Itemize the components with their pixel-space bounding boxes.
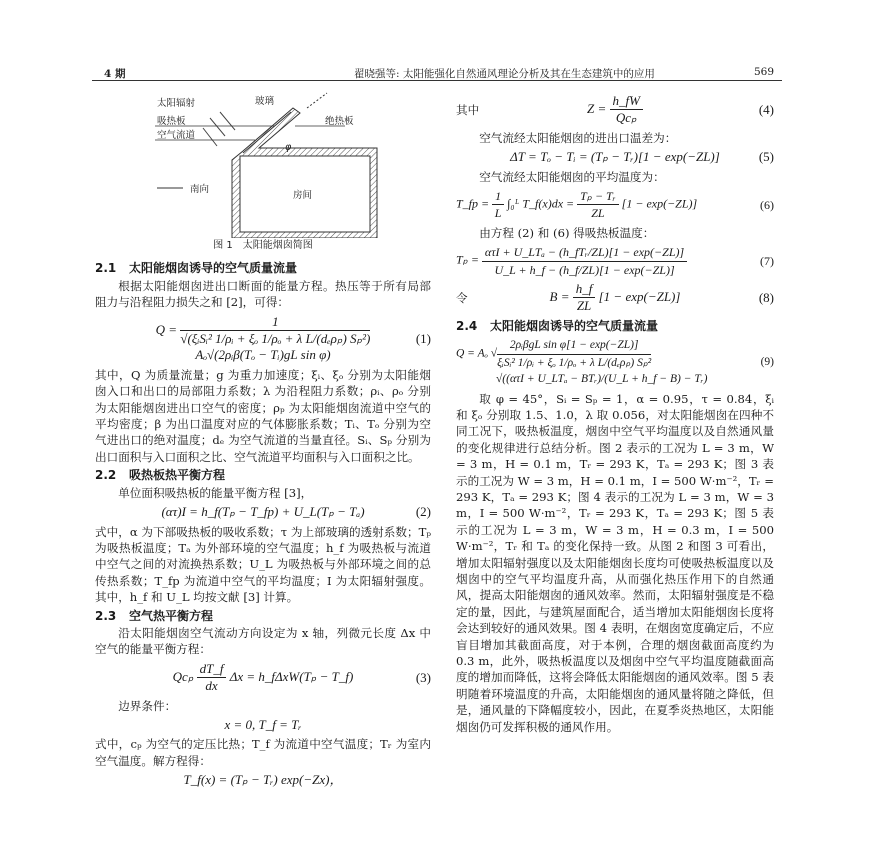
paragraph: 边界条件： — [118, 698, 177, 713]
boundary-condition: x = 0, T_f = Tᵣ — [224, 716, 302, 732]
figure-1-solar-chimney — [95, 88, 431, 238]
paragraph: 空气流经太阳能烟囱的进出口温差为： — [479, 130, 677, 145]
label-glass: 玻璃 — [255, 96, 275, 107]
label-solar-radiation: 太阳辐射 — [157, 98, 196, 109]
paragraph: 单位面积吸热板的能量平衡方程 [3]， — [118, 485, 313, 500]
label-air-channel: 空气流道 — [157, 130, 196, 141]
paragraph: 式中，cₚ 为空气的定压比热；T_f 为流道中空气温度；Tᵣ 为室内空气温度。解方程得： — [95, 737, 431, 768]
equation-8: 令 B = $\frac{h\_f}{ZL}$ [1 − exp(−ZL)] (8) — [456, 281, 774, 314]
solar-chimney-diagram — [95, 88, 431, 238]
paragraph: 取 φ = 45°，Sᵢ = Sₚ = 1，α = 0.95，τ = 0.84，ξᵢ 和 ξₒ 分别取 1.5、1.0，λ 取 0.056，对太阳能烟囱在四种不同工况下，吸热板温度，烟囱中空气平均温度以及自然通风量的变化规律进行总结分析。图 2 表示的工况为 L = 3 m，W = 3 m，H = 0.1 m，Tᵣ = 293 K，Tₐ = 293 K；图 3 表示的工况为 W = 3 m，H = 0.1 m，I = 500 W·m⁻²，Tᵣ = 293 K，Tₐ = 293 K；图 4 表示的工况为 L = 3 m，W = 3 m，I = 500 W·m⁻²，Tᵣ = 293 K，Tₐ = 293 K；图 5 表示的工况为 L = 3 m，W = 3 m，H = 0.3 m，I = 500 W·m⁻²，Tᵣ 和 Tₐ 的变化保持一致。从图 2 和图 3 可看出，增加太阳辐射强度以及太阳能烟囱长度均可使吸热板温度以及烟囱中的空气平均温度升高，从而强化热压作用下的自然通风，提高太阳能烟囱的通风效率。然而，太阳辐射强度是不稳定的量，因此，与建筑屋面配合，适当增加太阳能烟囱长度将会达到较好的通风效果。图 4 表明，在烟囱宽度确定后，不应盲目增加其截面高度，对于本例，合理的烟囱截面高度约为 0.3 m，此外，吸热板温度以及烟囱中空气平均温度随截面高度的增加而降低，这将会降低太阳能烟囱的通风效率。图 5 表明随着环境温度的升高，太阳能烟囱的通风量将随之降低，但是，通风量的下降幅度较小，因此，在夏季炎热地区，太阳能烟囱仍可发挥积极的通风作用。 — [456, 391, 774, 734]
equation-6: T_fp = $\frac{1}{L}$ ∫₀ᴸ T_f(x)dx = $\frac{\text{Tₚ − Tᵣ}}{ZL}$ [1 − exp(−ZL)] (6) — [456, 189, 774, 221]
paragraph: 根据太阳能烟囱进出口断面的能量方程。热压等于所有局部阻力与沿程阻力损失之和 [2]，可得： — [95, 278, 431, 310]
equation-7: Tₚ = $\frac{\text{ατI + U\_LTₐ − (h\_fTᵣ/ZL)[1 − exp(−ZL)]}}{U\_L + h\_f - (h\_f/ZL)[1 - \exp(-ZL)]}$ (7) — [456, 245, 774, 277]
section-2-2-heading: 2.2 吸热板热平衡方程 — [95, 468, 226, 483]
section-2-1-heading: 2.1 太阳能烟囱诱导的空气质量流量 — [95, 261, 298, 276]
paragraph: 式中，α 为下部吸热板的吸收系数；τ 为上部玻璃的透射系数；Tₚ 为吸热板温度；Tₐ 为外部环境的空气温度；h_f 为吸热板与流道中空气之间的对流换热系数；U_L 为吸热板与外部环境之间的总传热系数；T_fp 为流道中空气的平均温度；I 为太阳辐射强度。其中，h_f 和 U_L 均按文献 [3] 计算。 — [95, 524, 431, 605]
issue-label: 4 期 — [104, 68, 126, 80]
page-number: 569 — [753, 66, 774, 78]
figure-1-caption: 图 1 太阳能烟囱简图 — [213, 240, 313, 251]
label-angle: φ — [285, 142, 292, 153]
paragraph: 沿太阳能烟囱空气流动方向设定为 x 轴，列微元长度 Δx 中空气的能量平衡方程： — [95, 625, 431, 657]
right-column — [456, 90, 774, 735]
paragraph: 由方程 (2) 和 (6) 得吸热板温度： — [479, 225, 655, 240]
page-header — [92, 64, 782, 81]
label-insulation: 绝热板 — [325, 116, 354, 127]
paragraph: 空气流经太阳能烟囱的平均温度为： — [479, 169, 665, 184]
equation-9: Q = Aₒ √ $\frac{\text{2ρᵢβgL sin φ[1 − exp(−ZL)]}}{\text{ξᵢSᵢ² 1/ρᵢ + ξₒ 1/ρₒ + λ L/(dₑρₚ) Sₚ²}}$ √((ατI + U_LTₐ − BTᵣ)/(U_L + h_f − B) − Tᵣ) (9) — [456, 339, 774, 386]
solution-equation: T_f(x) = (Tₚ − Tᵣ) exp(−Zx)， — [183, 772, 343, 788]
equation-2: (ατ)I = h_f(Tₚ − T_fp) + U_L(Tₚ − Tₐ) (2) — [161, 504, 431, 520]
solar-rays — [203, 112, 235, 146]
equation-4: 其中 Z = $\frac{h\_fW}{\text{Qcₚ}}$ (4) — [456, 93, 774, 126]
label-room: 房间 — [293, 190, 313, 201]
paragraph: 其中，Q 为质量流量；g 为重力加速度；ξᵢ、ξₒ 分别为太阳能烟囱入口和出口的局部阻力系数；λ 为沿程阻力系数；ρᵢ、ρₒ 分别为太阳能烟囱进出口空气的密度；ρₚ 为太阳能烟囱流道中空气的平均密度；β 为出口温度对应的气体膨胀系数；Tᵢ、Tₒ 分别为空气进出口的绝对温度；dₑ 为空气流道的当量直径。Sᵢ、Sₚ 分别为出口面积与入口面积之比、空气流道平均面积与入口面积之比。 — [95, 367, 431, 464]
equation-3: Qcₚ $\frac{dT\_f}{dx}$ Δx = h_fΔxW(Tₚ − T_f) (3) — [172, 660, 431, 694]
label-absorber: 吸热板 — [157, 116, 186, 127]
running-title: 翟晓强等: 太阳能强化自然通风理论分析及其在生态建筑中的应用 — [354, 68, 655, 80]
label-south: 南向 — [190, 184, 210, 195]
equation-1: Q = $\frac{1}{\text{√(ξᵢSᵢ² 1/ρᵢ + ξₒ 1/ρₒ + λ L/(dₑρₚ) Sₚ²)}}$ Aₒ√(2ρᵢβ(Tₒ − Tᵢ)gL sin φ) (1) — [155, 313, 431, 363]
left-column — [95, 88, 431, 792]
section-2-3-heading: 2.3 空气热平衡方程 — [95, 608, 214, 623]
section-2-4-heading: 2.4 太阳能烟囱诱导的空气质量流量 — [456, 318, 659, 333]
equation-5: ΔT = Tₒ − Tᵢ = (Tₚ − Tᵣ)[1 − exp(−ZL)] (5) — [510, 149, 774, 165]
